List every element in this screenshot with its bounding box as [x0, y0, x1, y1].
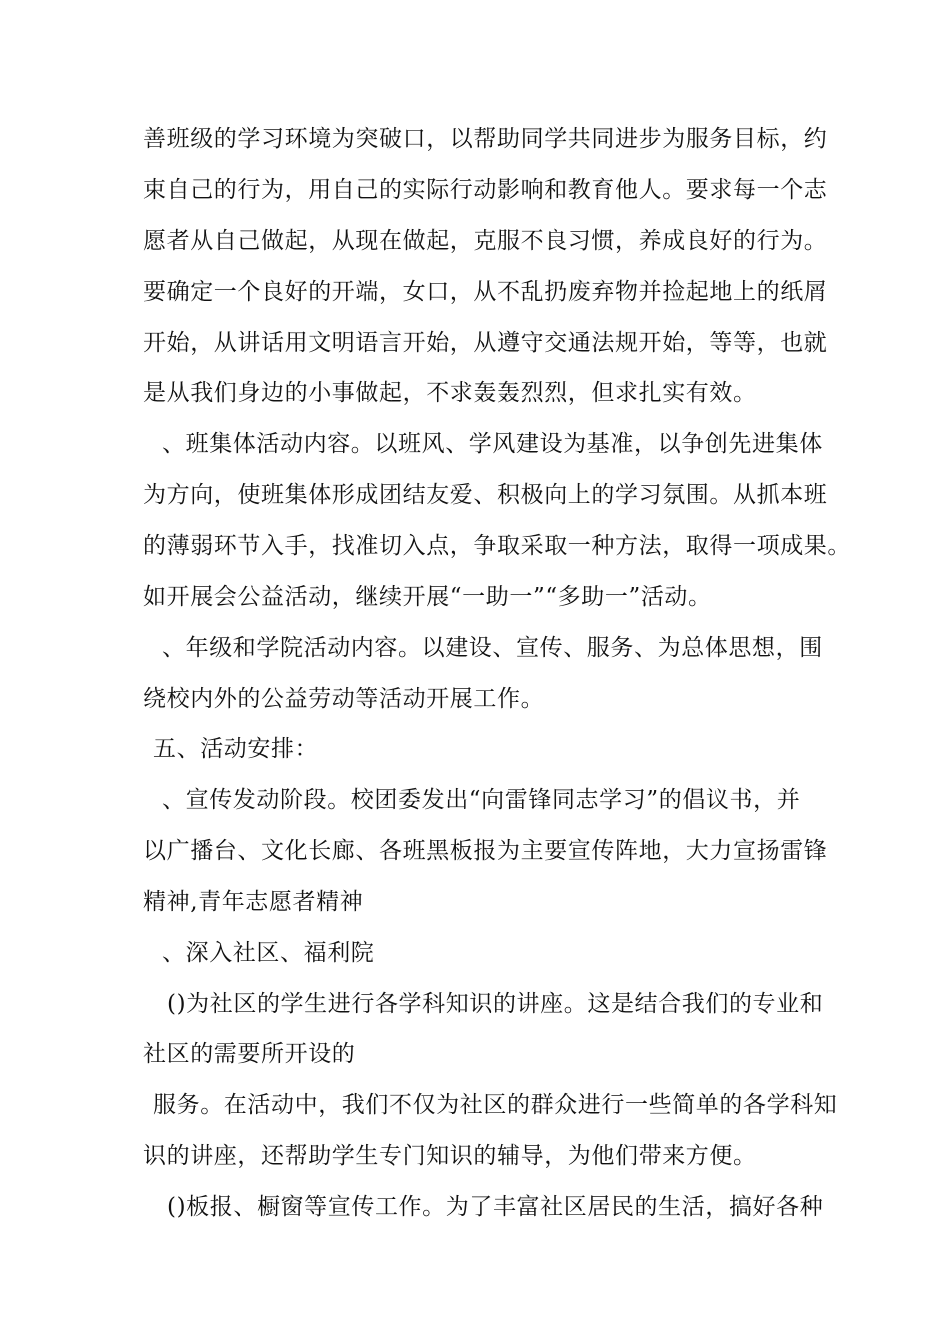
text-line: ()板报、橱窗等宣传工作。为了丰富社区居民的生活，搞好各种: [167, 1194, 824, 1220]
text-line: 要确定一个良好的开端，女口，从不乱扔废弃物并捡起地上的纸屑: [143, 279, 828, 305]
text-line: ()为社区的学生进行各学科知识的讲座。这是结合我们的专业和: [167, 991, 824, 1017]
text-line: 绕校内外的公益劳动等活动开展工作。: [143, 686, 545, 712]
text-line: 精神,青年志愿者精神: [143, 889, 364, 915]
text-line: 如开展会公益活动，继续开展“一助一”“多助一”活动。: [143, 584, 712, 610]
text-line: 善班级的学习环境为突破口，以帮助同学共同进步为服务目标，约: [143, 126, 828, 152]
text-line: 是从我们身边的小事做起，不求轰轰烈烈，但求扎实有效。: [143, 380, 757, 406]
text-line: 、宣传发动阶段。校团委发出“向雷锋同志学习”的倡议书，并: [162, 787, 801, 813]
section-heading: 五、活动安排：: [153, 736, 319, 762]
text-line: 以广播台、文化长廊、各班黑板报为主要宣传阵地，大力宣扬雷锋: [143, 838, 828, 864]
text-line: 开始，从讲话用文明语言开始，从遵守交通法规开始，等等，也就: [143, 330, 828, 356]
text-line: 、班集体活动内容。以班风、学风建设为基准，以争创先进集体: [162, 431, 823, 457]
text-line: 的薄弱环节入手，找准切入点，争取采取一种方法，取得一项成果。: [143, 533, 851, 559]
text-line: 、深入社区、福利院: [162, 940, 375, 966]
text-line: 、年级和学院活动内容。以建设、宣传、服务、为总体思想，围: [162, 635, 823, 661]
text-line: 识的讲座，还帮助学生专门知识的辅导，为他们带来方便。: [143, 1143, 757, 1169]
text-line: 为方向，使班集体形成团结友爱、积极向上的学习氛围。从抓本班: [143, 482, 828, 508]
text-line: 服务。在活动中，我们不仅为社区的群众进行一些简单的各学科知: [153, 1092, 838, 1118]
text-line: 社区的需要所开设的: [143, 1041, 356, 1067]
text-line: 愿者从自己做起，从现在做起，克服不良习惯，养成良好的行为。: [143, 228, 828, 254]
text-line: 束自己的行为，用自己的实际行动影响和教育他人。要求每一个志: [143, 177, 828, 203]
